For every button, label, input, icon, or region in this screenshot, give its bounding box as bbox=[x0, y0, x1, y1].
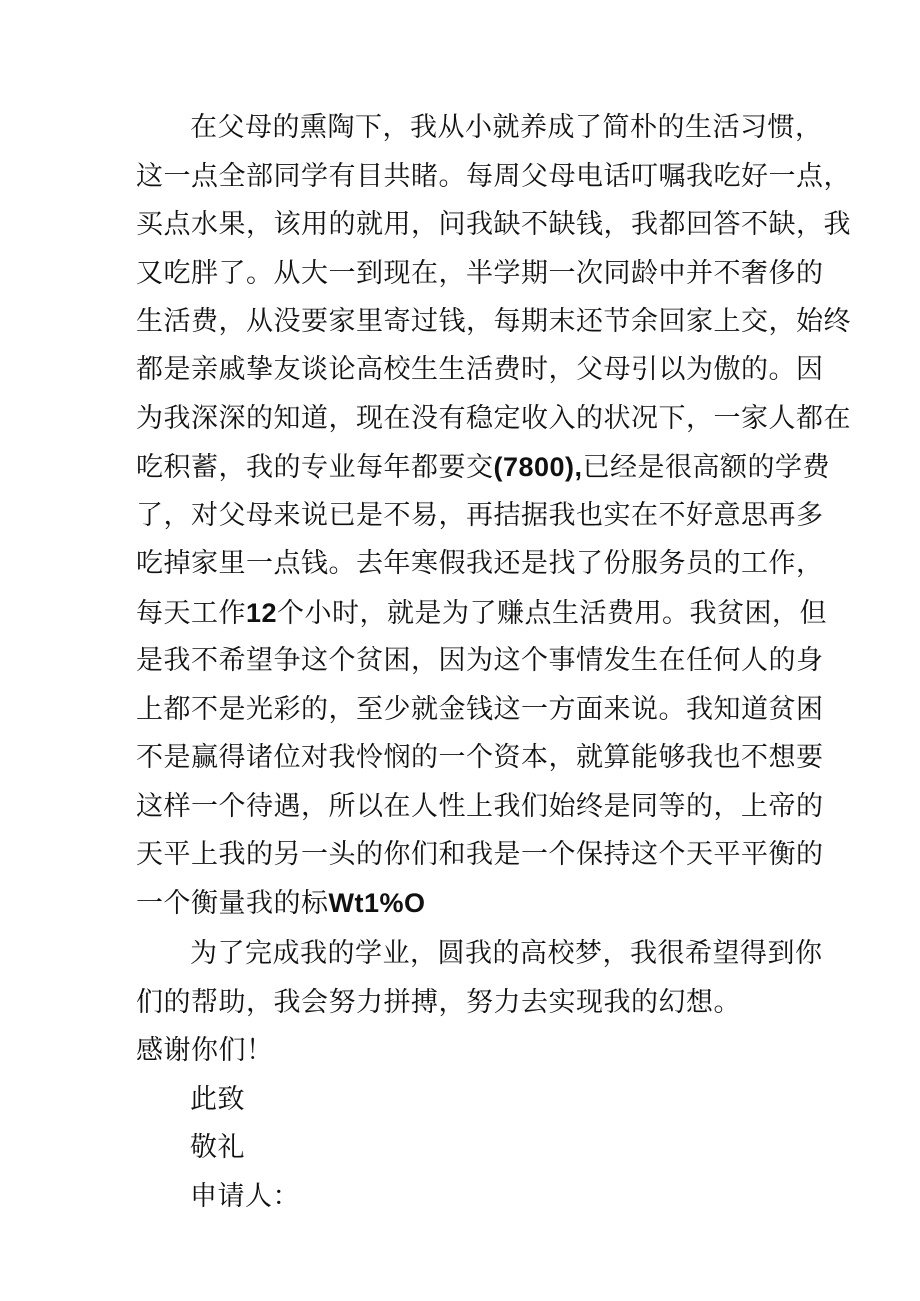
work-hours: 12 bbox=[246, 598, 278, 628]
text-line: 生活费，从没要家里寄过钱，每期末还节余回家上交，始终 bbox=[136, 306, 851, 337]
text-line: 这样一个待遇，所以在人性上我们始终是同等的，上帝的 bbox=[136, 791, 824, 822]
text-line bbox=[136, 885, 426, 921]
text-segment: 吃积蓄，我的专业每年都要交 bbox=[136, 452, 494, 483]
garbled-text: Wt1%O bbox=[328, 888, 426, 918]
text-line: 是我不希望争这个贫困，因为这个事情发生在任何人的身 bbox=[136, 645, 824, 676]
text-line bbox=[136, 595, 827, 631]
text-line: 吃掉家里一点钱。去年寒假我还是找了份服务员的工作， bbox=[136, 548, 824, 579]
text-line: 买点水果，该用的就用，问我缺不缺钱，我都回答不缺，我 bbox=[136, 209, 851, 240]
text-line: 为我深深的知道，现在没有稳定收入的状况下，一家人都在 bbox=[136, 403, 851, 434]
text-segment: 每天工作 bbox=[136, 598, 246, 629]
text-segment: 一个衡量我的标 bbox=[136, 888, 329, 919]
text-line: 不是赢得诸位对我怜悯的一个资本，就算能够我也不想要 bbox=[136, 742, 824, 773]
closing-salutation: 此致 bbox=[190, 1084, 245, 1115]
text-line: 上都不是光彩的，至少就金钱这一方面来说。我知道贫困 bbox=[136, 694, 824, 725]
thanks-line: 感谢你们！ bbox=[136, 1035, 274, 1066]
text-segment: 个小时，就是为了赚点生活费用。我贫困，但 bbox=[277, 598, 828, 629]
text-line: 在父母的熏陶下，我从小就养成了简朴的生活习惯， bbox=[190, 112, 823, 143]
text-line: 天平上我的另一头的你们和我是一个保持这个天平平衡的 bbox=[136, 839, 824, 870]
text-line: 们的帮助，我会努力拼搏，努力去实现我的幻想。 bbox=[136, 987, 741, 1018]
closing-regards: 敬礼 bbox=[190, 1132, 245, 1163]
text-line: 了，对父母来说已是不易，再拮据我也实在不好意思再多 bbox=[136, 500, 824, 531]
text-line: 都是亲戚挚友谈论高校生生活费时，父母引以为傲的。因 bbox=[136, 354, 824, 385]
applicant-signature-label: 申请人： bbox=[190, 1181, 300, 1212]
text-line bbox=[136, 449, 830, 485]
text-line: 这一点全部同学有目共睹。每周父母电话叮嘱我吃好一点， bbox=[136, 161, 851, 192]
text-line: 又吃胖了。从大一到现在，半学期一次同龄中并不奢侈的 bbox=[136, 258, 824, 289]
tuition-amount: (7800), bbox=[493, 452, 583, 482]
text-line: 为了完成我的学业，圆我的高校梦，我很希望得到你 bbox=[190, 938, 823, 969]
text-segment: 已经是很高额的学费 bbox=[582, 452, 831, 483]
